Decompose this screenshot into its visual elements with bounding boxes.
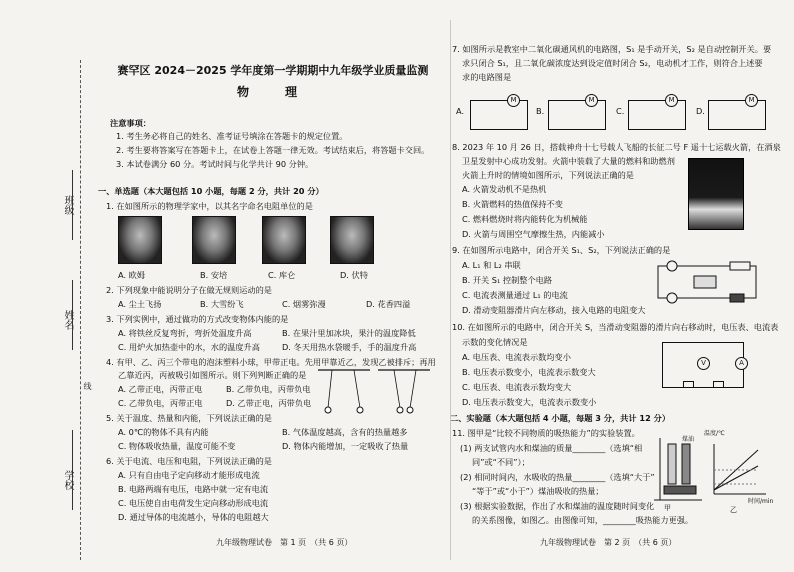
note-item: 1. 考生务必将自己的姓名、准考证号填涂在答题卡的规定位置。: [116, 131, 348, 141]
q9-option-c: C. 电流表测量通过 L₁ 的电流: [462, 290, 568, 300]
heating-apparatus-figure: [650, 434, 706, 506]
school-label: 学校: [62, 470, 73, 490]
q10-option-d: D. 电压表示数变大，电流表示数变小: [462, 397, 597, 407]
q5-option-c: C. 物体吸收热量，温度可能不变: [118, 441, 236, 451]
motor-icon: M: [585, 94, 598, 107]
q4-stem-cont: 乙靠近丙，丙被吸引如图所示。则下列判断正确的是: [118, 370, 307, 380]
q11-part1-cont: 同”或“不同”）；: [472, 457, 530, 467]
section2-heading: 二、实验题（本大题包括 4 小题，每题 3 分，共计 12 分）: [450, 413, 671, 423]
q8-stem: 8. 2023 年 10 月 26 日，搭载神舟十七号载人飞船的长征二号 F 遥十七运载火箭，在酒泉: [452, 142, 781, 152]
motor-icon: M: [507, 94, 520, 107]
circuit-d-label: D.: [696, 106, 705, 116]
footer-left: 九年级物理试卷 第 1 页 （共 6 页）: [216, 538, 353, 547]
note-item: 2. 考生要将答案写在答题卡上，在试卷上答题一律无效。考试结束后，将答题卡交回。: [116, 145, 430, 155]
q4-stem: 4. 有甲、乙、丙三个带电的泡沫塑料小球，甲带正电。先用甲靠近乙，发现乙被排斥；再用: [106, 357, 436, 367]
q3-stem: 3. 下列实例中，通过做功的方式改变物体内能的是: [106, 314, 289, 324]
q7-stem-cont: 求只闭合 S₁，且二氧化碳浓度达到设定值时闭合 S₂，电动机才工作，则符合上述要: [462, 58, 763, 68]
rheostat-icon: [713, 381, 724, 388]
q11-part3: (3) 根据实验数据，作出了水和煤油的温度随时间变化: [460, 501, 655, 511]
q3-option-a: A. 将铁丝反复弯折，弯折处温度升高: [118, 328, 252, 338]
q1-stem: 1. 在如图所示的物理学家中，以其名字命名电阻单位的是: [106, 201, 313, 211]
q9-option-d: D. 滑动变阻器滑片向左移动，接入电路的电阻变大: [462, 305, 646, 315]
q8-stem-cont: 卫星发射中心成功发射。火箭中装载了大量的燃料和助燃剂: [462, 156, 675, 166]
q11-part1: (1) 两支试管内水和煤油的质量________（选填“相: [460, 443, 643, 453]
exam-subject: 物 理: [236, 85, 309, 99]
q9-circuit-figure: [652, 258, 764, 306]
q3-option-c: C. 用炉火加热壶中的水，水的温度升高: [118, 342, 260, 352]
q8-option-b: B. 火箭燃料的热值保持不变: [462, 199, 563, 209]
footer-right: 九年级物理试卷 第 2 页 （共 6 页）: [540, 538, 677, 547]
name-label: 姓名: [62, 310, 73, 330]
class-fill-line: [72, 170, 73, 240]
portrait-ampere-image: [192, 216, 236, 264]
circuit-c-label: C.: [616, 106, 625, 116]
q6-option-c: C. 电压使自由电荷发生定向移动形成电流: [118, 498, 269, 508]
q10-option-c: C. 电压表、电流表示数均变大: [462, 382, 572, 392]
figure-yi-label: 乙: [730, 506, 737, 514]
q2-option-d: D. 花香四溢: [366, 299, 411, 309]
q6-option-b: B. 电路两端有电压，电路中就一定有电流: [118, 484, 269, 494]
kerosene-label: 煤油: [682, 436, 695, 443]
q10-option-b: B. 电压表示数变小，电流表示数变大: [462, 367, 596, 377]
q9-stem: 9. 在如图所示电路中，闭合开关 S₁、S₂，下列说法正确的是: [452, 245, 671, 255]
portrait-volta-image: [330, 216, 374, 264]
portrait-ohm-image: [118, 216, 162, 264]
binding-dashed-line: [80, 60, 81, 560]
q7-stem-cont2: 求的电路图是: [462, 72, 512, 82]
q1-option-a: A. 欧姆: [118, 270, 146, 280]
q1-option-d: D. 伏特: [340, 270, 368, 280]
pendulum-balls-figure: [314, 366, 434, 422]
q2-stem: 2. 下列现象中能说明分子在做无规则运动的是: [106, 285, 272, 295]
q3-option-b: B. 在果汁里加冰块，果汁的温度降低: [282, 328, 416, 338]
q4-option-d: D. 乙带正电，丙带负电: [226, 398, 312, 408]
q2-option-b: B. 大雪纷飞: [200, 299, 244, 309]
exam-title: 赛罕区 2024－2025 学年度第一学期期中九年级学业质量监测: [117, 64, 429, 77]
q10-stem-cont: 示数的变化情况是: [462, 337, 528, 347]
circuit-a-diagram: [470, 96, 528, 130]
circuit-d-diagram: [708, 96, 766, 130]
q6-stem: 6. 关于电流、电压和电阻，下列说法正确的是: [106, 456, 272, 466]
column-divider: [450, 20, 451, 560]
q5-option-b: B. 气体温度越高，含有的热量越多: [282, 427, 408, 437]
q5-option-d: D. 物体内能增加，一定吸收了热量: [282, 441, 409, 451]
q8-option-d: D. 火箭与周围空气摩擦生热，内能减小: [462, 229, 605, 239]
q9-option-b: B. 开关 S₁ 控制整个电路: [462, 275, 553, 285]
q3-option-d: D. 冬天用热水袋暖手，手的温度升高: [282, 342, 417, 352]
q8-stem-cont2: 火箭上升时的情境如图所示，下列说法正确的是: [462, 170, 634, 180]
q2-option-a: A. 尘土飞扬: [118, 299, 162, 309]
q4-option-a: A. 乙带正电，丙带正电: [118, 384, 203, 394]
q10-option-a: A. 电压表、电流表示数均变小: [462, 352, 571, 362]
voltmeter-icon: V: [697, 357, 710, 370]
class-label: 班级: [62, 195, 73, 215]
q9-option-a: A. L₁ 和 L₂ 串联: [462, 260, 521, 270]
q4-option-c: C. 乙带负电，丙带正电: [118, 398, 203, 408]
circuit-a-label: A.: [456, 106, 465, 116]
q8-option-c: C. 燃料燃烧时将内能转化为机械能: [462, 214, 588, 224]
q6-option-a: A. 只有自由电子定向移动才能形成电流: [118, 470, 260, 480]
q5-option-a: A. 0℃的物体不具有内能: [118, 427, 209, 437]
q11-stem: 11. 图甲是“比较不同物质的吸热能力”的实验装置。: [452, 428, 640, 438]
q11-part2: (2) 相同时间内，水吸收的热量________（选填“大于”: [460, 472, 655, 482]
section1-heading: 一、单选题（本大题包括 10 小题，每题 2 分，共计 20 分）: [98, 186, 324, 196]
q2-option-c: C. 烟雾弥漫: [282, 299, 326, 309]
q7-stem: 7. 如图所示是教室中二氧化碳通风机的电路图，S₁ 是手动开关，S₂ 是自动控制开关。要: [452, 44, 772, 54]
motor-icon: M: [745, 94, 758, 107]
q10-circuit-diagram: [662, 342, 744, 388]
q1-option-b: B. 安培: [200, 270, 228, 280]
q5-stem: 5. 关于温度、热量和内能，下列说法正确的是: [106, 413, 272, 423]
motor-icon: M: [665, 94, 678, 107]
q11-part3-cont: 的关系图像，如图乙。由图像可知，________吸热能力更强。: [472, 515, 694, 525]
q4-option-b: B. 乙带负电，丙带负电: [226, 384, 311, 394]
note-item: 3. 本试卷满分 60 分。考试时间与化学共计 90 分钟。: [116, 159, 314, 169]
rocket-launch-image: [688, 158, 744, 230]
cut-line-label: 线: [83, 382, 92, 390]
circuit-b-label: B.: [536, 106, 545, 116]
ammeter-icon: A: [735, 357, 748, 370]
temperature-time-graph: [708, 440, 768, 500]
q10-stem: 10. 在如图所示的电路中，闭合开关 S，当滑动变阻器的滑片向右移动时，电压表、电流表: [452, 322, 779, 332]
q1-option-c: C. 库仑: [268, 270, 296, 280]
q6-option-d: D. 通过导体的电流越小，导体的电阻越大: [118, 512, 269, 522]
binding-margin: [0, 0, 96, 572]
temperature-axis-label: 温度/℃: [704, 430, 725, 437]
portrait-coulomb-image: [262, 216, 306, 264]
notes-heading: 注意事项：: [110, 118, 151, 128]
figure-jia-label: 甲: [664, 504, 671, 512]
q8-option-a: A. 火箭发动机不是热机: [462, 184, 547, 194]
name-fill-line: [72, 280, 73, 350]
school-fill-line: [72, 430, 73, 510]
time-axis-label: 时间/min: [748, 498, 774, 505]
q11-part2-cont: “等于”或“小于”）煤油吸收的热量；: [472, 486, 604, 496]
circuit-b-diagram: [548, 96, 606, 130]
resistor-icon: [683, 381, 694, 388]
circuit-c-diagram: [628, 96, 686, 130]
